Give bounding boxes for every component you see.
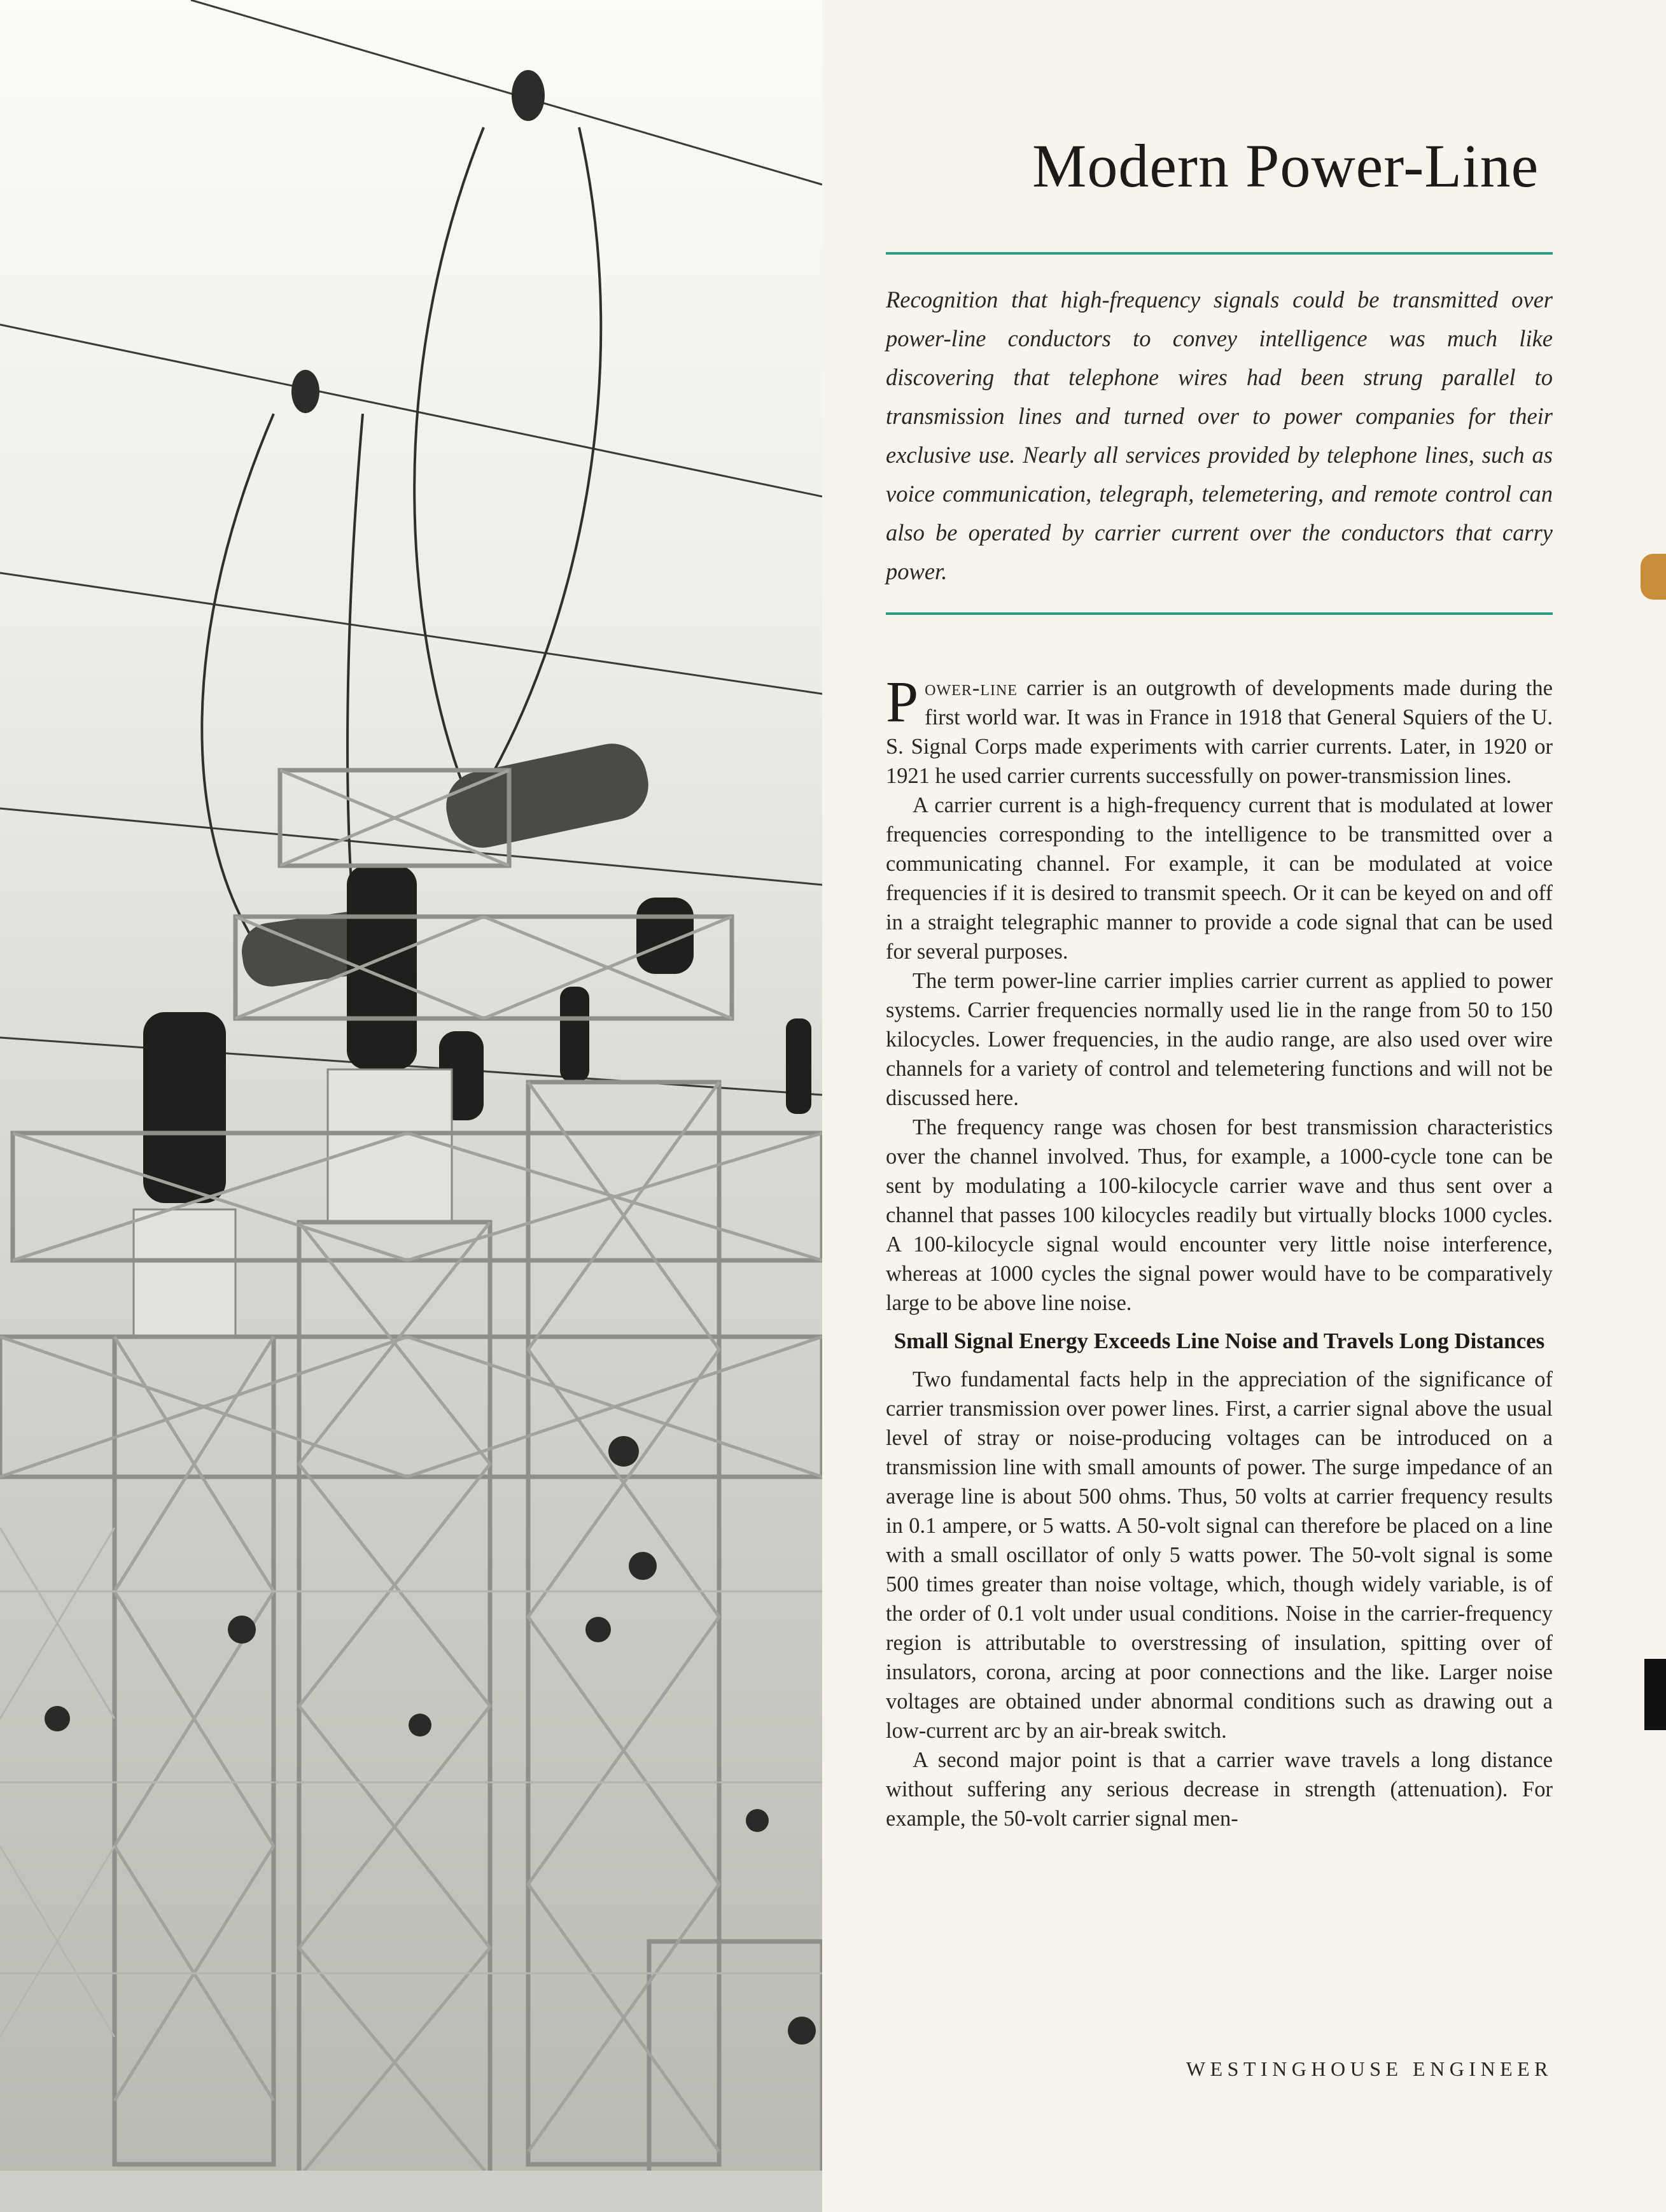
drop-cap: P (886, 669, 919, 734)
body-paragraph: A second major point is that a carrier wave travels a long distance without suffering any serious decrease in strength (attenuation). For example, the 50-volt carrier signal men- (886, 1748, 1553, 1831)
publication-footer: WESTINGHOUSE ENGINEER (1186, 2057, 1553, 2080)
body-paragraph: The frequency range was chosen for best transmission characteristics over the channel involved. Thus, for example, a 1000-cycle tone can be sent by modulating a 100-kilocycle carrier wave and thus sent over a channel that passes 100 kilocycles readily but virtually blocks 1000 cycles. A 100-kilocycle signal would encounter very little noise interference, whereas at 1000 cycles the signal power would have to be comparatively large to be above line noise. (886, 1115, 1553, 1315)
lead-text: carrier is an outgrowth of developments made during the first world war. It was in France in 1918 that General Squiers of the U. S. Signal Corps made experiments with carrier currents. Later, in 1920 or 1921 he used carrier currents successfully on power-transmission lines. (886, 676, 1553, 788)
scan-edge-tab (1644, 1659, 1666, 1730)
body-paragraph: The term power-line carrier implies carrier current as applied to power systems. Carrier frequencies normally used lie in the range from 50 to 150 kilocycles. Lower frequencies, in the audio range, are also used over wire channels for a variety of control and telemetering functions and will not be discussed here. (886, 969, 1553, 1110)
scan-edge-mark (1641, 554, 1666, 600)
substation-photo (0, 0, 822, 2212)
divider-rule-bottom (886, 612, 1553, 615)
lead-paragraph (886, 669, 1553, 791)
lead-small-caps: ower-line (925, 676, 1018, 700)
body-paragraph: A carrier current is a high-frequency current that is modulated at lower frequencies corresponding to the intelligence to be transmitted over a communicating channel. For example, it can be modulated at voice frequencies if it is desired to transmit speech. Or it can be keyed on and off in a straight telegraphic manner to provide a code signal that can be used for several purposes. (886, 793, 1553, 964)
body-paragraph: Two fundamental facts help in the appreciation of the significance of carrier transmission over power lines. First, a carrier signal above the usual level of stray or noise-producing voltages can be introduced on a transmission line with small amounts of power. The surge impedance of an average line is about 500 ohms. Thus, 50 volts at carrier frequency results in 0.1 ampere, or 5 watts. A 50-volt signal can therefore be placed on a line with a small oscillator of only 5 watts power. The 50-volt signal is some 500 times greater than noise voltage, which, though widely variable, is of the order of 0.1 volt under usual conditions. Noise in the carrier-frequency region is attributable to overstressing of insulation, spitting over of insulators, corona, arcing at poor connections and the like. Larger noise voltages are obtained under abnormal conditions such as drawing out a low-current arc by an air-break switch. (886, 1367, 1553, 1743)
article-body (886, 669, 1553, 1833)
section-heading: Small Signal Energy Exceeds Line Noise and Travels Long Distances (893, 1328, 1545, 1353)
substation-illustration (0, 0, 822, 2212)
page-title: Modern Power-Line (1032, 132, 1539, 200)
intro-paragraph: Recognition that high-frequency signals could be transmitted over power-line conductors to convey intelligence was much like discovering that telephone wires had been strung parallel to transmission lines and turned over to power companies for their exclusive use. Nearly all services provided by telephone lines, such as voice communication, telegraph, telemetering, and remote control can also be operated by carrier current over the conductors that carry power. (886, 286, 1553, 584)
divider-rule-top (886, 252, 1553, 255)
